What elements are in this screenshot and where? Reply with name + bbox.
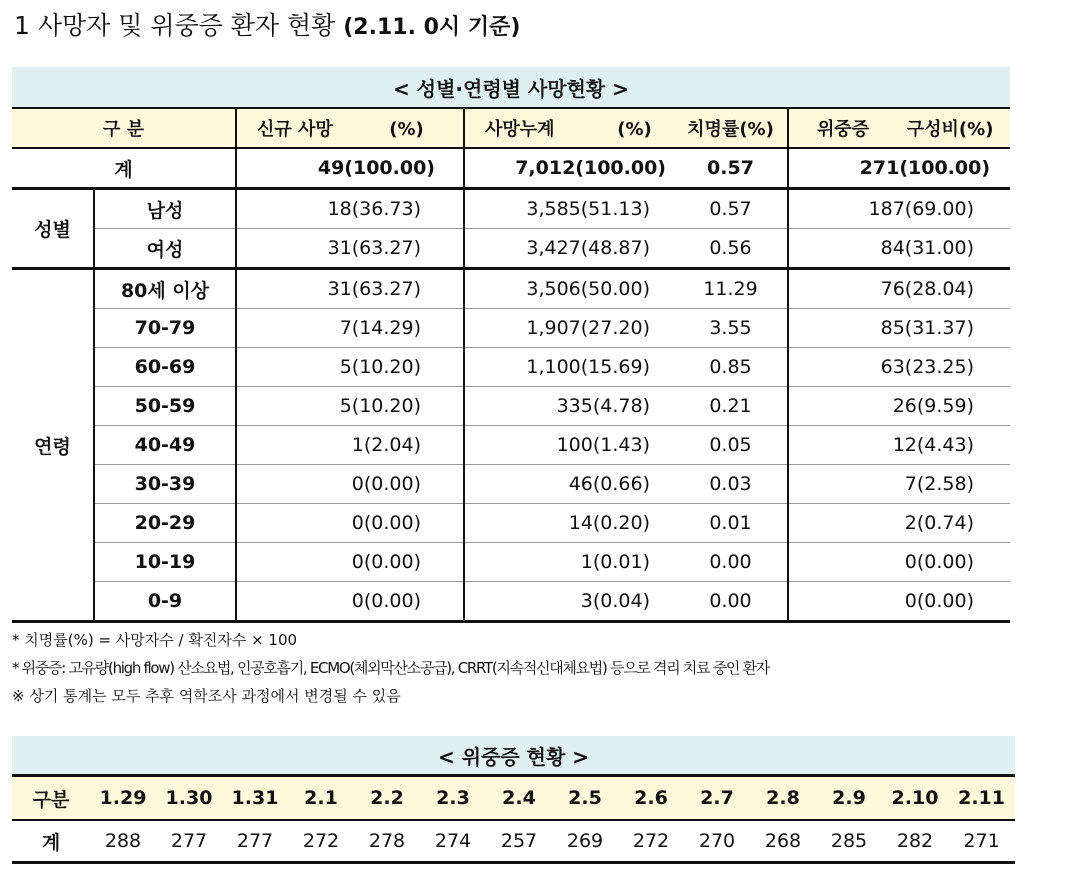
- critical-value-cell: 277: [222, 820, 288, 863]
- row-label: 30-39: [94, 465, 236, 504]
- row-label: 0-9: [94, 582, 236, 622]
- critical-value-cell: 269: [552, 820, 618, 863]
- note-critical-definition: * 위중증: 고유량(high flow) 산소요법, 인공호흡기, ECMO(체외막산소공급), CRRT(지속적신대체요법) 등으로 격리 치료 중인 환자: [12, 659, 769, 677]
- cell-crit: 12(4.43): [788, 426, 1010, 465]
- table-row: [12, 309, 1010, 348]
- row-label: 80세 이상: [94, 269, 236, 309]
- cell-rate: 3.55: [674, 309, 788, 348]
- cell-crit: 84(31.00): [788, 229, 1010, 269]
- row-label: 10-19: [94, 543, 236, 582]
- death-table-caption: < 성별·연령별 사망현황 >: [12, 67, 1010, 108]
- critical-date-cell: 2.7: [684, 776, 750, 821]
- critical-date-cell: 2.11: [948, 776, 1015, 821]
- row-label: 20-29: [94, 504, 236, 543]
- table-row: [12, 582, 1010, 622]
- header-category: 구 분: [12, 108, 236, 148]
- header-cumulative: 사망누계 (%): [464, 108, 674, 148]
- critical-total-label: 계: [12, 820, 90, 863]
- cell-crit: 76(28.04): [788, 269, 1010, 309]
- cell-cum: 46(0.66): [464, 465, 674, 504]
- cell-rate: 0.57: [674, 189, 788, 229]
- cell-new: 0(0.00): [236, 543, 464, 582]
- cell-crit: 2(0.74): [788, 504, 1010, 543]
- critical-value-cell: 274: [420, 820, 486, 863]
- cell-cum: 3(0.04): [464, 582, 674, 622]
- total-new: 49(100.00): [236, 148, 464, 189]
- critical-date-cell: 2.10: [882, 776, 948, 821]
- cell-cum: 1,907(27.20): [464, 309, 674, 348]
- critical-value-cell: 270: [684, 820, 750, 863]
- critical-date-cell: 1.31: [222, 776, 288, 821]
- critical-date-cell: 2.6: [618, 776, 684, 821]
- cell-new: 1(2.04): [236, 426, 464, 465]
- critical-value-cell: 271: [948, 820, 1015, 863]
- table-row: [12, 189, 1010, 229]
- note-fatality-definition: * 치명률(%) = 사망자수 / 확진자수 × 100: [12, 631, 298, 649]
- page-title: [14, 8, 1014, 44]
- cell-crit: 187(69.00): [788, 189, 1010, 229]
- cell-new: 5(10.20): [236, 348, 464, 387]
- critical-value-cell: 278: [354, 820, 420, 863]
- cell-new: 0(0.00): [236, 504, 464, 543]
- cell-new: 18(36.73): [236, 189, 464, 229]
- cell-rate: 0.00: [674, 543, 788, 582]
- cell-rate: 0.05: [674, 426, 788, 465]
- cell-crit: 26(9.59): [788, 387, 1010, 426]
- cell-cum: 335(4.78): [464, 387, 674, 426]
- cell-new: 0(0.00): [236, 465, 464, 504]
- cell-cum: 1(0.01): [464, 543, 674, 582]
- critical-value-cell: 285: [816, 820, 882, 863]
- critical-value-cell: 288: [90, 820, 156, 863]
- cell-new: 0(0.00): [236, 582, 464, 622]
- cell-cum: 3,585(51.13): [464, 189, 674, 229]
- critical-value-cell: 277: [156, 820, 222, 863]
- total-rate: 0.57: [674, 148, 788, 189]
- critical-row-header: 구분: [12, 776, 90, 821]
- table-row: [12, 387, 1010, 426]
- age-group-label: 연령: [12, 269, 94, 622]
- cell-crit: 63(23.25): [788, 348, 1010, 387]
- row-label: 70-79: [94, 309, 236, 348]
- critical-date-cell: 2.4: [486, 776, 552, 821]
- critical-date-row: [12, 776, 1015, 821]
- total-cum: 7,012(100.00): [464, 148, 674, 189]
- total-crit: 271(100.00): [788, 148, 1010, 189]
- critical-date-cell: 1.30: [156, 776, 222, 821]
- cell-cum: 3,506(50.00): [464, 269, 674, 309]
- cell-new: 5(10.20): [236, 387, 464, 426]
- cell-crit: 0(0.00): [788, 582, 1010, 622]
- cell-crit: 0(0.00): [788, 543, 1010, 582]
- table-row: [12, 269, 1010, 309]
- cell-rate: 0.56: [674, 229, 788, 269]
- sex-group-label: 성별: [12, 189, 94, 269]
- header-fatality: 치명률(%): [674, 108, 788, 148]
- critical-table-caption: < 위중증 현황 >: [12, 736, 1015, 776]
- table-row: [12, 465, 1010, 504]
- cell-crit: 7(2.58): [788, 465, 1010, 504]
- table-row: [12, 229, 1010, 269]
- row-label: 60-69: [94, 348, 236, 387]
- critical-status-table: [12, 736, 1015, 864]
- cell-rate: 11.29: [674, 269, 788, 309]
- row-label: 여성: [94, 229, 236, 269]
- cell-new: 31(63.27): [236, 229, 464, 269]
- cell-rate: 0.21: [674, 387, 788, 426]
- table-row: [12, 426, 1010, 465]
- cell-cum: 3,427(48.87): [464, 229, 674, 269]
- cell-rate: 0.03: [674, 465, 788, 504]
- row-label: 50-59: [94, 387, 236, 426]
- critical-date-cell: 2.3: [420, 776, 486, 821]
- critical-value-cell: 272: [618, 820, 684, 863]
- page-title-date: (2.11. 0시 기준): [343, 15, 521, 40]
- cell-rate: 0.01: [674, 504, 788, 543]
- header-new-deaths: 신규 사망 (%): [236, 108, 464, 148]
- critical-value-cell: 257: [486, 820, 552, 863]
- header-critical: 위중증 구성비(%): [788, 108, 1010, 148]
- row-label: 40-49: [94, 426, 236, 465]
- critical-date-cell: 2.9: [816, 776, 882, 821]
- cell-new: 7(14.29): [236, 309, 464, 348]
- table-row: [12, 348, 1010, 387]
- page-title-main: 1 사망자 및 위중증 환자 현황: [14, 11, 344, 40]
- critical-date-cell: 2.1: [288, 776, 354, 821]
- note-disclaimer: ※ 상기 통계는 모두 추후 역학조사 과정에서 변경될 수 있음: [12, 687, 401, 705]
- cell-rate: 0.00: [674, 582, 788, 622]
- cell-cum: 14(0.20): [464, 504, 674, 543]
- total-row: [12, 148, 1010, 189]
- table-row: [12, 504, 1010, 543]
- critical-date-cell: 2.2: [354, 776, 420, 821]
- death-status-table: [12, 67, 1010, 623]
- critical-date-cell: 2.5: [552, 776, 618, 821]
- cell-crit: 85(31.37): [788, 309, 1010, 348]
- critical-date-cell: 2.8: [750, 776, 816, 821]
- death-table-header: [12, 108, 1010, 148]
- cell-cum: 1,100(15.69): [464, 348, 674, 387]
- critical-value-cell: 282: [882, 820, 948, 863]
- cell-cum: 100(1.43): [464, 426, 674, 465]
- critical-value-cell: 272: [288, 820, 354, 863]
- critical-date-cell: 1.29: [90, 776, 156, 821]
- row-label: 남성: [94, 189, 236, 229]
- cell-new: 31(63.27): [236, 269, 464, 309]
- critical-value-cell: 268: [750, 820, 816, 863]
- cell-rate: 0.85: [674, 348, 788, 387]
- critical-value-row: [12, 820, 1015, 863]
- total-label: 계: [12, 148, 236, 189]
- table-row: [12, 543, 1010, 582]
